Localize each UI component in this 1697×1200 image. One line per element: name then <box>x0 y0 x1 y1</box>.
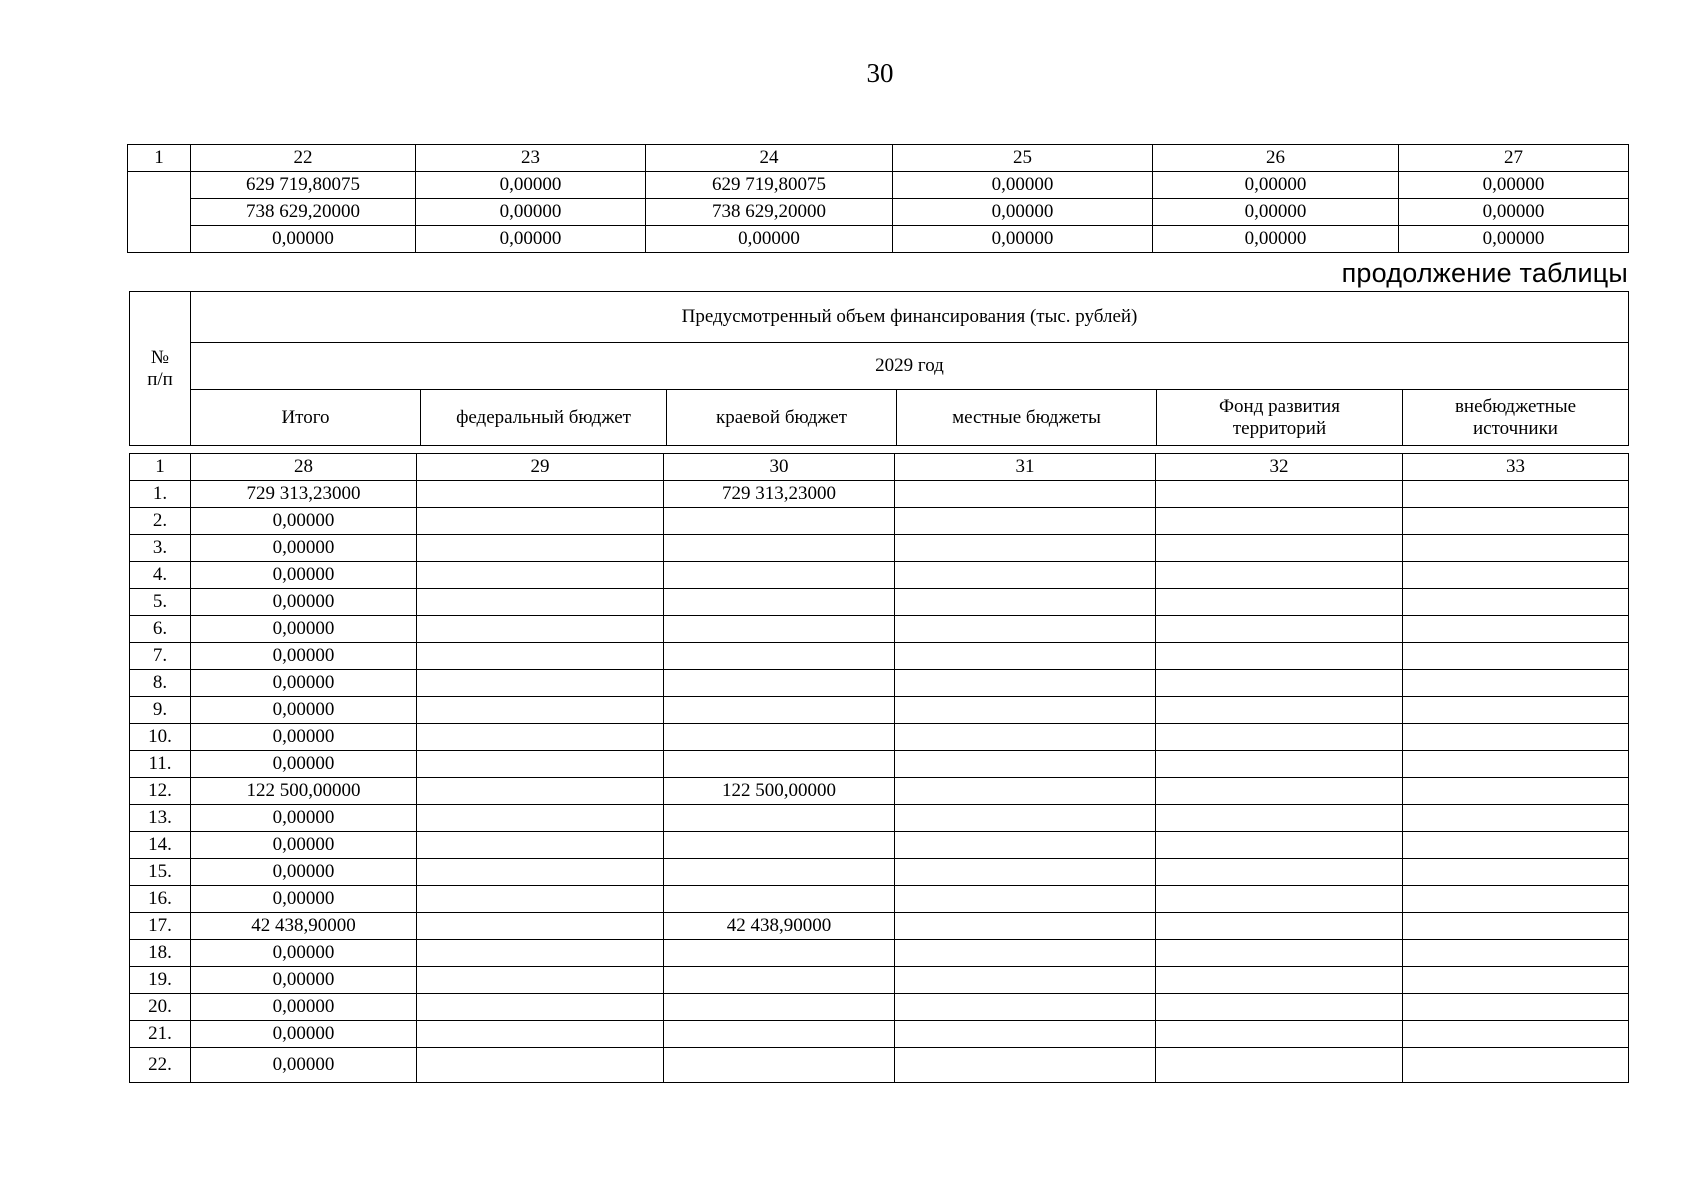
regional-budget-cell <box>664 940 895 967</box>
regional-budget-cell: 122 500,00000 <box>664 778 895 805</box>
value-cell: 0,00000 <box>893 199 1153 226</box>
territory-fund-cell <box>1156 589 1403 616</box>
row-number-cell: 15. <box>130 859 191 886</box>
column-number-row <box>128 145 1629 172</box>
regional-budget-cell <box>664 589 895 616</box>
column-number-cell: 1 <box>130 454 191 481</box>
territory-fund-cell <box>1156 1021 1403 1048</box>
value-cell: 0,00000 <box>1399 199 1629 226</box>
local-budgets-cell <box>895 994 1156 1021</box>
total-cell: 0,00000 <box>191 805 417 832</box>
extrabudgetary-cell <box>1403 967 1629 994</box>
federal-budget-cell <box>417 724 664 751</box>
federal-budget-cell <box>417 1021 664 1048</box>
table-row <box>130 562 1629 589</box>
funding-volume-header: Предусмотренный объем финансирования (тыс. рублей) <box>191 292 1629 343</box>
federal-budget-cell <box>417 859 664 886</box>
federal-budget-cell <box>417 697 664 724</box>
territory-fund-cell <box>1156 913 1403 940</box>
column-number-cell: 24 <box>646 145 893 172</box>
regional-budget-cell: 729 313,23000 <box>664 481 895 508</box>
column-header-regional-budget: краевой бюджет <box>667 390 897 446</box>
local-budgets-cell <box>895 1021 1156 1048</box>
local-budgets-cell <box>895 1048 1156 1083</box>
federal-budget-cell <box>417 751 664 778</box>
carryover-row <box>128 199 1629 226</box>
table-row <box>130 886 1629 913</box>
local-budgets-cell <box>895 589 1156 616</box>
extrabudgetary-cell <box>1403 940 1629 967</box>
value-cell: 0,00000 <box>1399 172 1629 199</box>
regional-budget-cell <box>664 697 895 724</box>
carryover-table-body <box>128 145 1629 253</box>
local-budgets-cell <box>895 481 1156 508</box>
regional-budget-cell <box>664 886 895 913</box>
carryover-row <box>128 172 1629 199</box>
table-row <box>130 1021 1629 1048</box>
extrabudgetary-cell <box>1403 886 1629 913</box>
row-number-cell: 11. <box>130 751 191 778</box>
local-budgets-cell <box>895 886 1156 913</box>
federal-budget-cell <box>417 940 664 967</box>
column-number-cell: 28 <box>191 454 417 481</box>
local-budgets-cell <box>895 724 1156 751</box>
total-cell: 0,00000 <box>191 967 417 994</box>
row-number-cell: 16. <box>130 886 191 913</box>
federal-budget-cell <box>417 832 664 859</box>
row-number-cell: 5. <box>130 589 191 616</box>
local-budgets-cell <box>895 859 1156 886</box>
extrabudgetary-cell <box>1403 913 1629 940</box>
row-number-header: № п/п <box>130 292 191 446</box>
territory-fund-cell <box>1156 805 1403 832</box>
total-cell: 0,00000 <box>191 589 417 616</box>
column-header-total: Итого <box>191 390 421 446</box>
column-number-cell: 26 <box>1153 145 1399 172</box>
table-row <box>130 940 1629 967</box>
federal-budget-cell <box>417 616 664 643</box>
table-row <box>130 994 1629 1021</box>
extrabudgetary-cell <box>1403 859 1629 886</box>
row-number-cell: 21. <box>130 1021 191 1048</box>
total-cell: 0,00000 <box>191 751 417 778</box>
total-cell: 0,00000 <box>191 1021 417 1048</box>
total-cell: 0,00000 <box>191 886 417 913</box>
table-row <box>130 508 1629 535</box>
value-cell: 629 719,80075 <box>646 172 893 199</box>
column-header-local-budgets: местные бюджеты <box>897 390 1157 446</box>
federal-budget-cell <box>417 643 664 670</box>
federal-budget-cell <box>417 805 664 832</box>
total-cell: 0,00000 <box>191 616 417 643</box>
row-number-cell: 4. <box>130 562 191 589</box>
column-number-cell: 25 <box>893 145 1153 172</box>
regional-budget-cell <box>664 1021 895 1048</box>
federal-budget-cell <box>417 589 664 616</box>
value-cell: 0,00000 <box>416 199 646 226</box>
federal-budget-cell <box>417 994 664 1021</box>
regional-budget-cell: 42 438,90000 <box>664 913 895 940</box>
regional-budget-cell <box>664 994 895 1021</box>
total-cell: 0,00000 <box>191 859 417 886</box>
regional-budget-cell <box>664 643 895 670</box>
row-number-cell: 17. <box>130 913 191 940</box>
table-row <box>130 859 1629 886</box>
column-header-federal-budget: федеральный бюджет <box>421 390 667 446</box>
value-cell: 0,00000 <box>893 226 1153 253</box>
table-row <box>130 616 1629 643</box>
regional-budget-cell <box>664 805 895 832</box>
regional-budget-cell <box>664 616 895 643</box>
territory-fund-cell <box>1156 481 1403 508</box>
table-row <box>130 751 1629 778</box>
regional-budget-cell <box>664 859 895 886</box>
total-cell: 0,00000 <box>191 724 417 751</box>
extrabudgetary-cell <box>1403 778 1629 805</box>
carryover-table <box>127 144 1629 253</box>
local-budgets-cell <box>895 913 1156 940</box>
column-number-row <box>130 454 1629 481</box>
federal-budget-cell <box>417 670 664 697</box>
column-number-cell: 27 <box>1399 145 1629 172</box>
extrabudgetary-cell <box>1403 562 1629 589</box>
row-number-cell: 8. <box>130 670 191 697</box>
regional-budget-cell <box>664 967 895 994</box>
carryover-row <box>128 226 1629 253</box>
federal-budget-cell <box>417 562 664 589</box>
territory-fund-cell <box>1156 940 1403 967</box>
local-budgets-cell <box>895 562 1156 589</box>
value-cell: 0,00000 <box>1153 199 1399 226</box>
financing-table-header <box>129 291 1629 446</box>
federal-budget-cell <box>417 508 664 535</box>
table-row <box>130 724 1629 751</box>
territory-fund-cell <box>1156 535 1403 562</box>
total-cell: 0,00000 <box>191 535 417 562</box>
local-budgets-cell <box>895 805 1156 832</box>
year-header: 2029 год <box>191 343 1629 390</box>
local-budgets-cell <box>895 616 1156 643</box>
row-number-cell: 20. <box>130 994 191 1021</box>
page-number: 30 <box>866 58 894 88</box>
value-cell: 0,00000 <box>893 172 1153 199</box>
federal-budget-cell <box>417 1048 664 1083</box>
column-number-cell: 22 <box>191 145 416 172</box>
territory-fund-cell <box>1156 859 1403 886</box>
regional-budget-cell <box>664 724 895 751</box>
total-cell: 42 438,90000 <box>191 913 417 940</box>
extrabudgetary-cell <box>1403 589 1629 616</box>
column-header-extrabudgetary: внебюджетные источники <box>1403 390 1629 446</box>
regional-budget-cell <box>664 535 895 562</box>
federal-budget-cell <box>417 778 664 805</box>
territory-fund-cell <box>1156 643 1403 670</box>
value-cell: 629 719,80075 <box>191 172 416 199</box>
value-cell: 738 629,20000 <box>191 199 416 226</box>
territory-fund-cell <box>1156 724 1403 751</box>
column-header-territory-fund: Фонд развития территорий <box>1157 390 1403 446</box>
extrabudgetary-cell <box>1403 670 1629 697</box>
territory-fund-cell <box>1156 886 1403 913</box>
total-cell: 122 500,00000 <box>191 778 417 805</box>
local-budgets-cell <box>895 751 1156 778</box>
value-cell: 0,00000 <box>646 226 893 253</box>
total-cell: 0,00000 <box>191 643 417 670</box>
column-number-cell: 29 <box>417 454 664 481</box>
value-cell: 0,00000 <box>416 172 646 199</box>
local-budgets-cell <box>895 967 1156 994</box>
table-row <box>130 670 1629 697</box>
column-number-cell: 23 <box>416 145 646 172</box>
federal-budget-cell <box>417 886 664 913</box>
column-number-cell: 30 <box>664 454 895 481</box>
extrabudgetary-cell <box>1403 616 1629 643</box>
table-row <box>130 697 1629 724</box>
total-cell: 0,00000 <box>191 1048 417 1083</box>
column-number-cell: 1 <box>128 145 191 172</box>
regional-budget-cell <box>664 832 895 859</box>
row-number-cell: 2. <box>130 508 191 535</box>
regional-budget-cell <box>664 508 895 535</box>
total-cell: 729 313,23000 <box>191 481 417 508</box>
value-cell: 0,00000 <box>416 226 646 253</box>
territory-fund-cell <box>1156 616 1403 643</box>
table-row <box>130 913 1629 940</box>
financing-table-body <box>130 454 1629 1083</box>
regional-budget-cell <box>664 1048 895 1083</box>
row-number-cell: 3. <box>130 535 191 562</box>
territory-fund-cell <box>1156 1048 1403 1083</box>
row-number-cell: 22. <box>130 1048 191 1083</box>
extrabudgetary-cell <box>1403 535 1629 562</box>
row-number-cell: 1. <box>130 481 191 508</box>
territory-fund-cell <box>1156 508 1403 535</box>
territory-fund-cell <box>1156 778 1403 805</box>
regional-budget-cell <box>664 751 895 778</box>
extrabudgetary-cell <box>1403 805 1629 832</box>
table-row <box>130 967 1629 994</box>
value-cell: 0,00000 <box>1153 172 1399 199</box>
extrabudgetary-cell <box>1403 697 1629 724</box>
value-cell: 0,00000 <box>1153 226 1399 253</box>
row-number-cell: 18. <box>130 940 191 967</box>
extrabudgetary-cell <box>1403 751 1629 778</box>
value-cell: 0,00000 <box>191 226 416 253</box>
local-budgets-cell <box>895 940 1156 967</box>
column-number-cell: 31 <box>895 454 1156 481</box>
extrabudgetary-cell <box>1403 832 1629 859</box>
local-budgets-cell <box>895 697 1156 724</box>
table-row <box>130 1048 1629 1083</box>
total-cell: 0,00000 <box>191 670 417 697</box>
merged-number-cell <box>128 172 191 253</box>
local-budgets-cell <box>895 670 1156 697</box>
federal-budget-cell <box>417 535 664 562</box>
row-number-cell: 19. <box>130 967 191 994</box>
total-cell: 0,00000 <box>191 832 417 859</box>
row-number-cell: 9. <box>130 697 191 724</box>
territory-fund-cell <box>1156 751 1403 778</box>
total-cell: 0,00000 <box>191 697 417 724</box>
federal-budget-cell <box>417 913 664 940</box>
table-row <box>130 832 1629 859</box>
total-cell: 0,00000 <box>191 994 417 1021</box>
territory-fund-cell <box>1156 967 1403 994</box>
extrabudgetary-cell <box>1403 994 1629 1021</box>
regional-budget-cell <box>664 562 895 589</box>
table-row <box>130 805 1629 832</box>
row-number-cell: 13. <box>130 805 191 832</box>
extrabudgetary-cell <box>1403 508 1629 535</box>
row-number-cell: 10. <box>130 724 191 751</box>
table-row <box>130 589 1629 616</box>
local-budgets-cell <box>895 508 1156 535</box>
table-row <box>130 643 1629 670</box>
table-row <box>130 778 1629 805</box>
column-number-cell: 33 <box>1403 454 1629 481</box>
federal-budget-cell <box>417 967 664 994</box>
value-cell: 738 629,20000 <box>646 199 893 226</box>
territory-fund-cell <box>1156 994 1403 1021</box>
local-budgets-cell <box>895 643 1156 670</box>
total-cell: 0,00000 <box>191 562 417 589</box>
table-row <box>130 481 1629 508</box>
regional-budget-cell <box>664 670 895 697</box>
federal-budget-cell <box>417 481 664 508</box>
territory-fund-cell <box>1156 670 1403 697</box>
extrabudgetary-cell <box>1403 1021 1629 1048</box>
value-cell: 0,00000 <box>1399 226 1629 253</box>
local-budgets-cell <box>895 535 1156 562</box>
row-number-cell: 12. <box>130 778 191 805</box>
total-cell: 0,00000 <box>191 508 417 535</box>
extrabudgetary-cell <box>1403 1048 1629 1083</box>
territory-fund-cell <box>1156 697 1403 724</box>
local-budgets-cell <box>895 832 1156 859</box>
row-number-cell: 7. <box>130 643 191 670</box>
extrabudgetary-cell <box>1403 481 1629 508</box>
local-budgets-cell <box>895 778 1156 805</box>
row-number-cell: 6. <box>130 616 191 643</box>
territory-fund-cell <box>1156 562 1403 589</box>
row-number-cell: 14. <box>130 832 191 859</box>
total-cell: 0,00000 <box>191 940 417 967</box>
continuation-caption: продолжение таблицы <box>1341 258 1628 288</box>
extrabudgetary-cell <box>1403 724 1629 751</box>
extrabudgetary-cell <box>1403 643 1629 670</box>
territory-fund-cell <box>1156 832 1403 859</box>
financing-table <box>129 453 1629 1083</box>
column-number-cell: 32 <box>1156 454 1403 481</box>
table-row <box>130 535 1629 562</box>
